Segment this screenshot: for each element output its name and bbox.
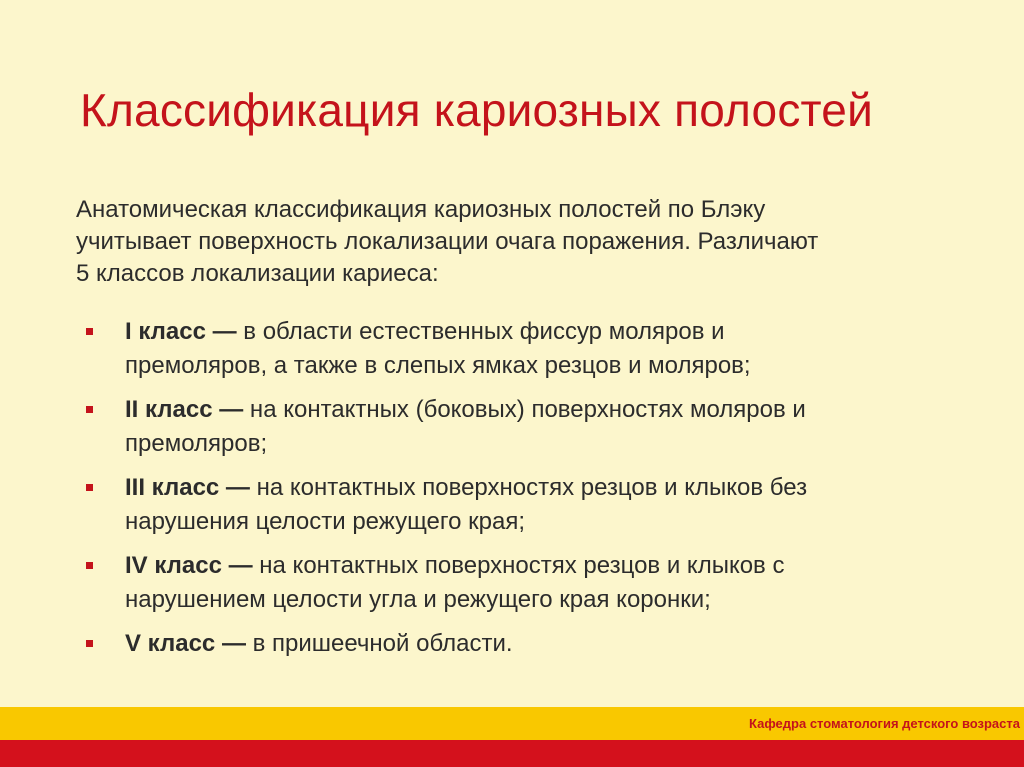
- class-line-2: нарушением целости угла и режущего края коронки;: [125, 586, 711, 613]
- class-item-1: [86, 315, 966, 383]
- class-line-2: нарушения целости режущего края;: [125, 508, 525, 535]
- intro-line: Анатомическая классификация кариозных полостей по Блэку: [76, 196, 766, 223]
- class-line-1: [125, 471, 966, 505]
- intro-paragraph: [76, 194, 976, 290]
- class-name: V класс —: [125, 630, 246, 657]
- footer-band: [0, 707, 1024, 740]
- class-desc: на контактных (боковых) поверхностях моляров и: [243, 396, 806, 423]
- class-item-5: [86, 627, 966, 661]
- footer-department: Кафедра стоматология детского возраста: [749, 716, 1020, 731]
- class-name: I класс —: [125, 318, 237, 345]
- bullet-icon: [86, 640, 93, 647]
- bullet-icon: [86, 328, 93, 335]
- class-line-1: [125, 627, 966, 661]
- class-item-4: [86, 549, 966, 617]
- class-item-3: [86, 471, 966, 539]
- class-name: III класс —: [125, 474, 250, 501]
- slide-title: Классификация кариозных полостей: [80, 84, 873, 136]
- bullet-icon: [86, 406, 93, 413]
- class-desc: на контактных поверхностях резцов и клыков без: [249, 474, 808, 501]
- class-name: II класс —: [125, 396, 244, 423]
- class-line-2: премоляров, а также в слепых ямках резцов и моляров;: [125, 352, 751, 379]
- class-desc: на контактных поверхностях резцов и клыков с: [252, 552, 785, 579]
- bullet-icon: [86, 562, 93, 569]
- class-line-1: [125, 393, 966, 427]
- class-line-1: [125, 549, 966, 583]
- class-line-2: премоляров;: [125, 430, 268, 457]
- intro-line: учитывает поверхность локализации очага поражения. Различают: [76, 228, 819, 255]
- class-desc: в пришеечной области.: [245, 630, 513, 657]
- bullet-icon: [86, 484, 93, 491]
- footer-stripe: [0, 740, 1024, 767]
- class-line-1: [125, 315, 966, 349]
- intro-line: 5 классов локализации кариеса:: [76, 260, 439, 287]
- class-name: IV класс —: [125, 552, 253, 579]
- class-desc: в области естественных фиссур моляров и: [236, 318, 725, 345]
- class-item-2: [86, 393, 966, 461]
- class-list: [86, 315, 966, 671]
